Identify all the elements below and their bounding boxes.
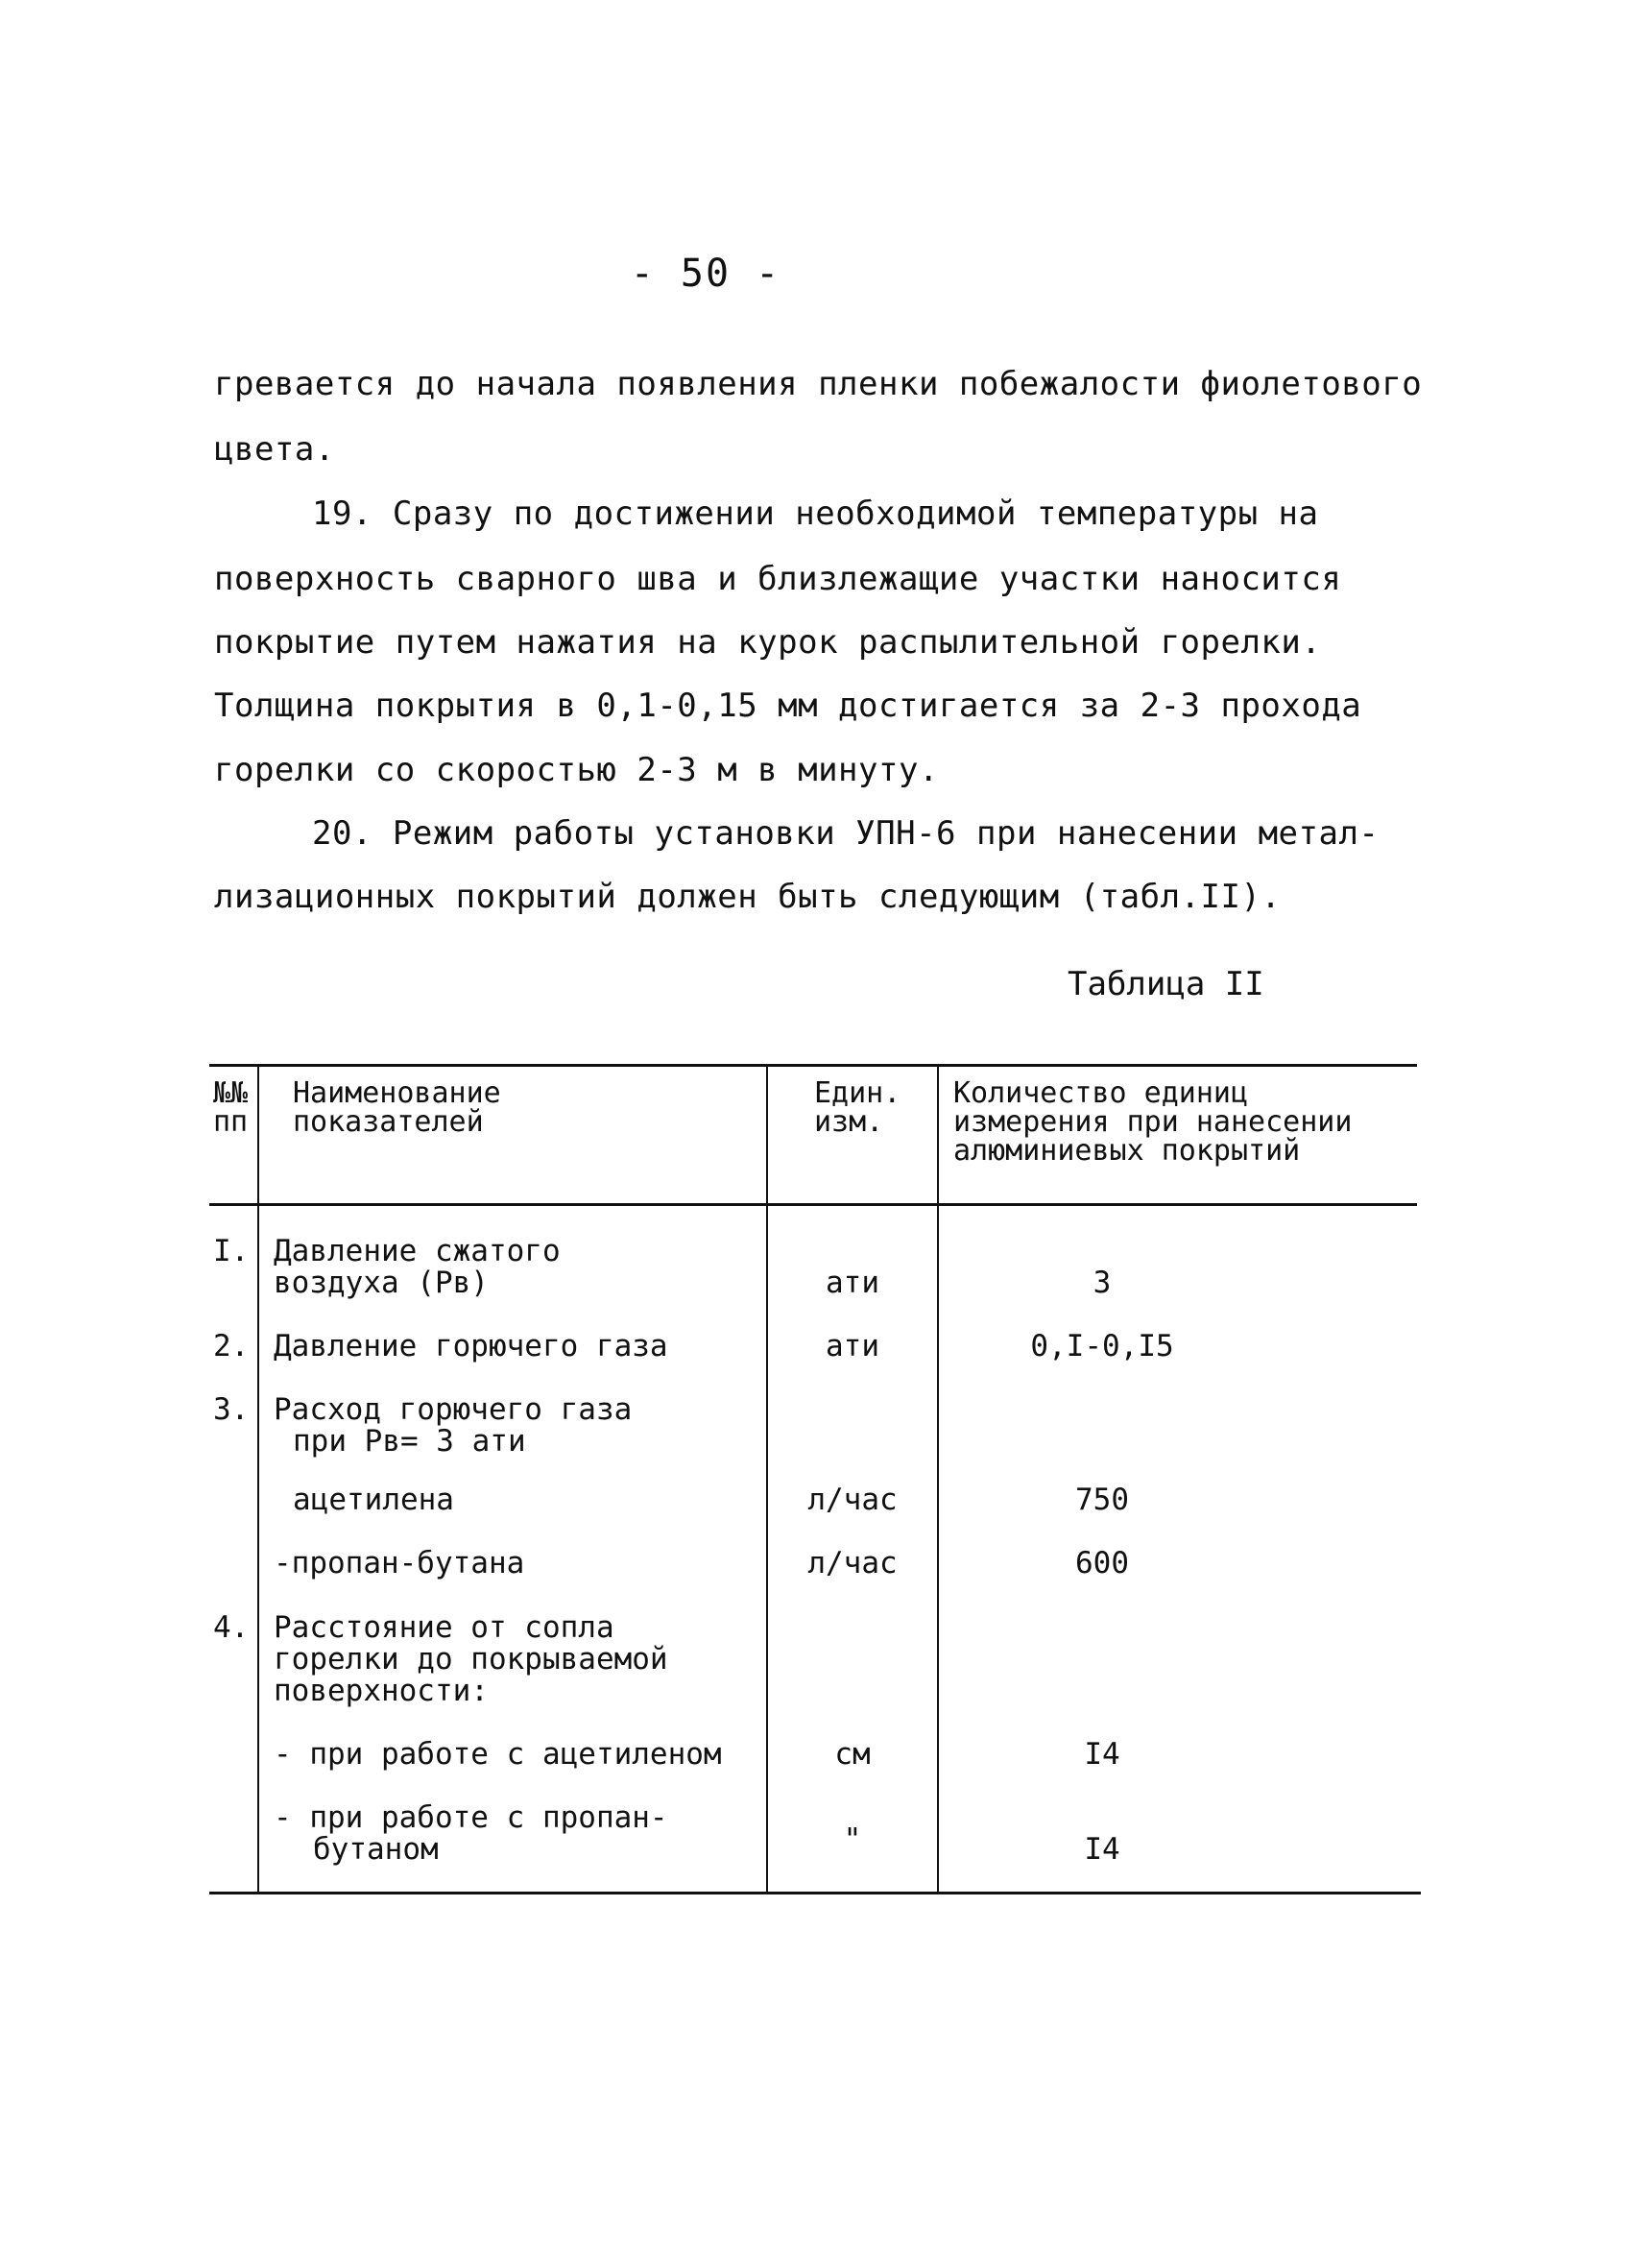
table-header-rule bbox=[209, 1203, 1417, 1206]
row-3b-unit: л/час bbox=[807, 1546, 898, 1580]
body-line-8: 20. Режим работы установки УПН-6 при нанесении метал- bbox=[312, 814, 1380, 853]
body-line-4: поверхность сварного шва и близлежащие участки наносится bbox=[214, 560, 1342, 598]
row-4a-name: - при работе с ацетиленом bbox=[274, 1737, 722, 1772]
row-3-name-line-2: при Рв= 3 ати bbox=[293, 1424, 526, 1459]
header-name-line-1: Наименование bbox=[293, 1076, 501, 1110]
row-3a-unit: л/час bbox=[807, 1483, 898, 1517]
row-3b-qty: 600 bbox=[1075, 1546, 1129, 1580]
row-3b-name: -пропан-бутана bbox=[274, 1546, 525, 1580]
row-4a-qty: I4 bbox=[1084, 1737, 1120, 1772]
row-2-qty: 0,I-0,I5 bbox=[1030, 1329, 1174, 1363]
body-line-2: цвета. bbox=[214, 430, 335, 469]
body-line-9: лизационных покрытий должен быть следующим (табл.II). bbox=[214, 878, 1282, 916]
row-1-qty: 3 bbox=[1093, 1266, 1112, 1300]
header-num-line-1: №№ bbox=[213, 1076, 249, 1110]
header-num-line-2: пп bbox=[213, 1105, 249, 1139]
row-4-name-line-2: горелки до покрываемой bbox=[274, 1642, 668, 1677]
row-3a-name: ацетилена bbox=[293, 1483, 454, 1517]
header-qty-line-2: измерения при нанесении bbox=[953, 1105, 1353, 1139]
body-line-5: покрытие путем нажатия на курок распылительной горелки. bbox=[214, 623, 1322, 662]
row-3a-qty: 750 bbox=[1075, 1483, 1129, 1517]
header-qty-line-3: алюминиевых покрытий bbox=[953, 1134, 1301, 1168]
body-line-1: гревается до начала появления пленки побежалости фиолетового bbox=[214, 365, 1423, 403]
body-line-6: Толщина покрытия в 0,1-0,15 мм достигается за 2-3 прохода bbox=[214, 687, 1362, 725]
body-line-7: горелки со скоростью 2-3 м в минуту. bbox=[214, 751, 939, 789]
row-3-name-line-1: Расход горючего газа bbox=[274, 1392, 633, 1427]
row-1-unit: ати bbox=[826, 1266, 879, 1300]
table-bottom-rule bbox=[209, 1892, 1421, 1894]
table-caption: Таблица II bbox=[1068, 965, 1264, 1003]
table-col-divider-1 bbox=[257, 1064, 259, 1894]
row-1-name-line-1: Давление сжатого bbox=[274, 1234, 561, 1268]
row-1-num: I. bbox=[213, 1234, 250, 1268]
row-3-num: 3. bbox=[213, 1392, 250, 1427]
row-4b-qty: I4 bbox=[1084, 1832, 1120, 1867]
row-4-name-line-1: Расстояние от сопла bbox=[274, 1610, 614, 1645]
table-top-rule bbox=[209, 1064, 1417, 1067]
header-qty-line-1: Количество единиц bbox=[953, 1076, 1249, 1110]
row-1-name-line-2: воздуха (Рв) bbox=[274, 1266, 489, 1300]
row-2-name-line-1: Давление горючего газа bbox=[274, 1329, 668, 1363]
header-unit-line-1: Един. bbox=[814, 1076, 901, 1110]
row-2-unit: ати bbox=[826, 1329, 879, 1363]
header-name-line-2: показателей bbox=[293, 1105, 484, 1139]
row-4a-unit: см bbox=[834, 1737, 871, 1772]
page-number: - 50 - bbox=[630, 252, 781, 296]
row-4b-name-line-2: бутаном bbox=[313, 1832, 439, 1867]
row-4b-unit: " bbox=[843, 1822, 862, 1857]
row-4-name-line-3: поверхности: bbox=[274, 1674, 489, 1708]
row-4-num: 4. bbox=[213, 1610, 250, 1645]
row-4b-name-line-1: - при работе с пропан- bbox=[274, 1800, 668, 1835]
header-unit-line-2: изм. bbox=[814, 1105, 884, 1139]
row-2-num: 2. bbox=[213, 1329, 250, 1363]
body-line-3: 19. Сразу по достижении необходимой температуры на bbox=[312, 495, 1319, 533]
